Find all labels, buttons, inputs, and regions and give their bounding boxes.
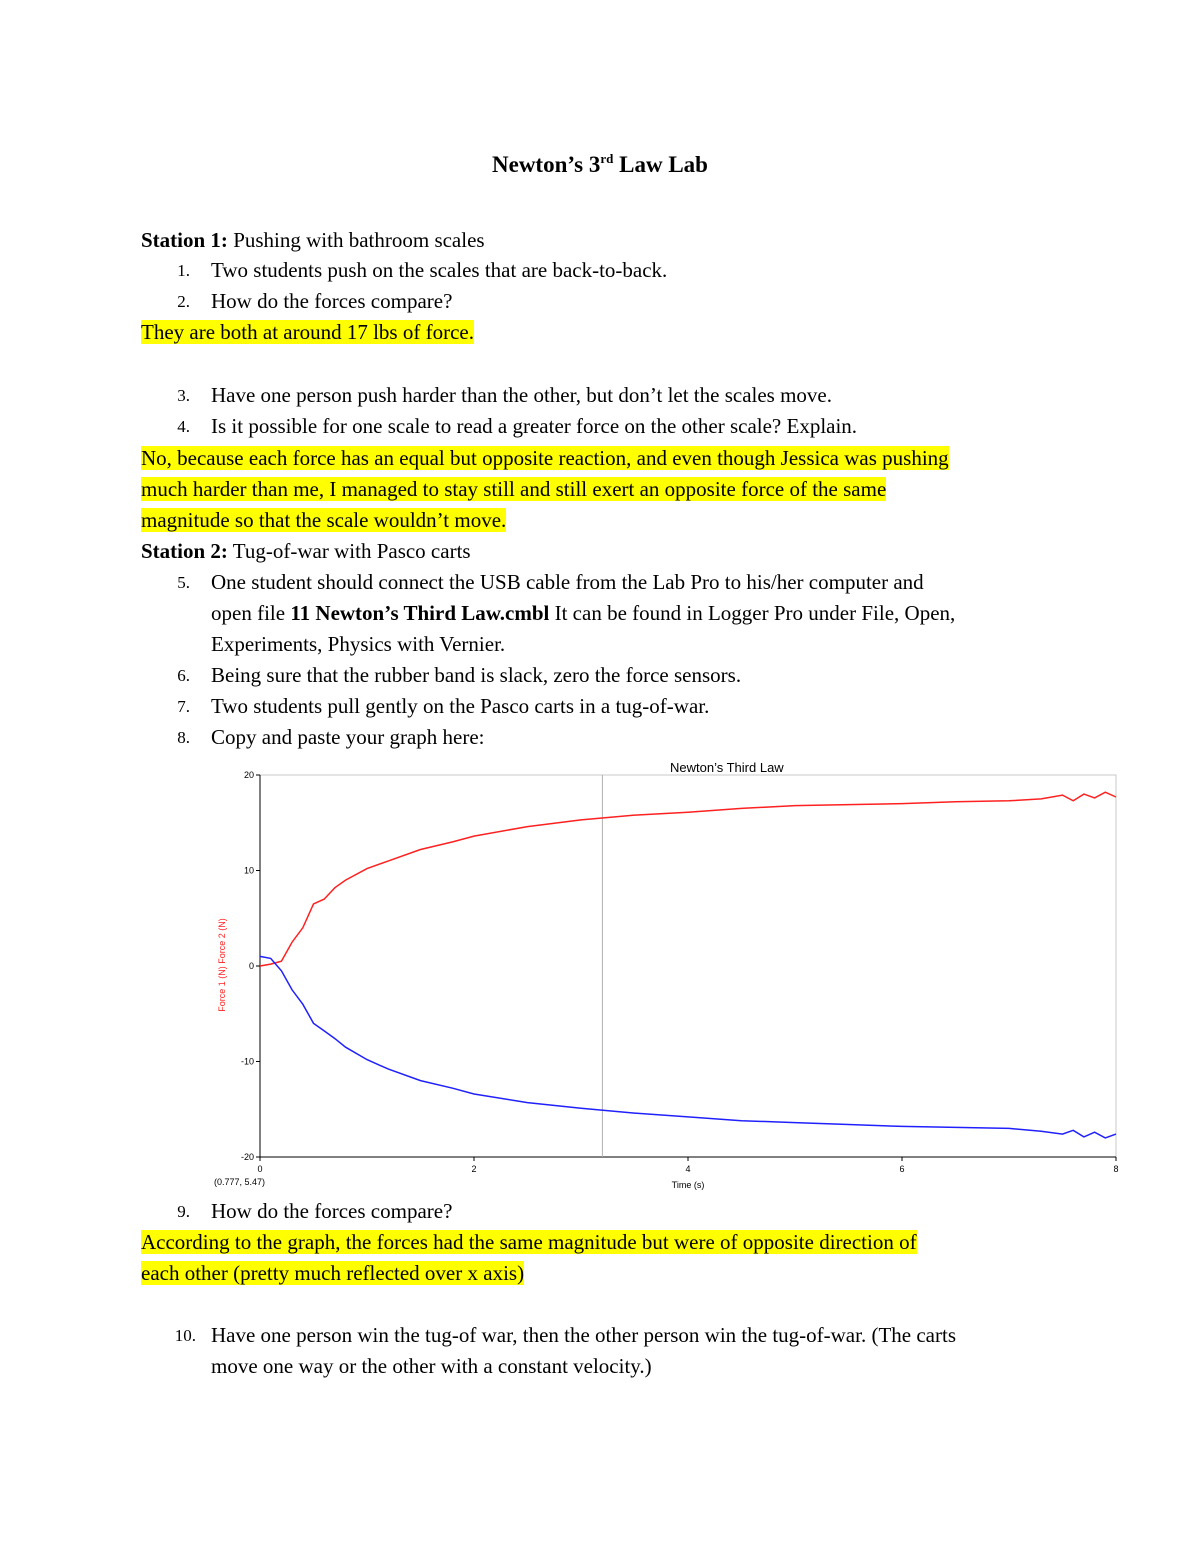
answer-1-text: They are both at around 17 lbs of force. [141, 320, 474, 344]
x-tick-label: 4 [685, 1164, 691, 1174]
answer-2-line [141, 475, 886, 503]
list-item-continued: Experiments, Physics with Vernier. [211, 632, 506, 656]
plot-area [260, 775, 1116, 1157]
x-tick-label: 2 [471, 1164, 477, 1174]
list-item-continued [211, 599, 955, 627]
list-number: 6. [177, 666, 190, 685]
list-item: Have one person push harder than the other, but don’t let the scales move. [211, 383, 833, 407]
answer-2-text: much harder than me, I managed to stay still and still exert an opposite force of the same [141, 477, 887, 501]
station-1-text: Pushing with bathroom scales [227, 228, 485, 252]
y-tick-label: 20 [243, 770, 254, 780]
list-number: 9. [177, 1202, 190, 1221]
list-number: 3. [177, 386, 190, 405]
cursor-readout: (0.777, 5.47) [214, 1177, 266, 1187]
force-graph [200, 755, 1140, 1195]
station-1-heading [141, 226, 485, 254]
answer-3-line [141, 1259, 524, 1287]
x-tick-label: 0 [257, 1164, 263, 1174]
list-item: Two students push on the scales that are back-to-back. [211, 258, 668, 282]
answer-3-text: each other (pretty much reflected over x axis) [141, 1261, 525, 1285]
list-item: One student should connect the USB cable from the Lab Pro to his/her computer and [211, 570, 924, 594]
list-item: How do the forces compare? [211, 1199, 453, 1223]
chart-title: Newton’s Third Law [670, 760, 784, 775]
list-number: 7. [177, 697, 190, 716]
list-item: Is it possible for one scale to read a greater force on the other scale? Explain. [211, 414, 858, 438]
page-title [0, 144, 1200, 180]
list-number: 8. [177, 728, 190, 747]
list-item: How do the forces compare? [211, 289, 453, 313]
list-item: Have one person win the tug-of war, then the other person win the tug-of-war. (The carts [211, 1323, 956, 1347]
answer-2-text: No, because each force has an equal but opposite reaction, and even though Jessica was pushing [141, 446, 949, 470]
y-tick-label: 10 [243, 865, 254, 876]
y-tick-label: -10 [240, 1056, 254, 1067]
x-axis-label: Time (s) [671, 1180, 705, 1190]
list-number: 10. [174, 1326, 196, 1345]
list-number: 1. [177, 261, 190, 280]
answer-3-text: According to the graph, the forces had the same magnitude but were of opposite direction of [141, 1230, 917, 1254]
file-name: 11 Newton’s Third Law.cmbl [290, 601, 550, 625]
x-tick-label: 6 [899, 1164, 905, 1174]
list-item: Two students pull gently on the Pasco carts in a tug-of-war. [211, 694, 710, 718]
y-tick-label: 0 [248, 961, 254, 971]
y-axis-label: Force 1 (N) Force 2 (N) [217, 918, 227, 1012]
answer-2-text: magnitude so that the scale wouldn’t move. [141, 508, 507, 532]
list-number: 2. [177, 292, 190, 311]
station-1-label: Station 1: [141, 228, 228, 252]
list-item: Copy and paste your graph here: [211, 725, 485, 749]
answer-3-line [141, 1228, 917, 1256]
title-superscript: rd [600, 151, 614, 166]
list-number: 4. [177, 417, 190, 436]
answer-2-line [141, 444, 949, 472]
y-tick-label: -20 [240, 1152, 254, 1162]
answer-2-line [141, 506, 506, 534]
text-run: open file [211, 601, 291, 625]
station-2-label: Station 2: [141, 539, 228, 563]
text-run: It can be found in Logger Pro under File, Open, [549, 601, 956, 625]
title-main: Newton’s 3 [492, 152, 601, 177]
answer-1 [141, 318, 474, 346]
list-number: 5. [177, 573, 190, 592]
title-rest: Law Lab [613, 152, 708, 177]
station-2-heading [141, 537, 471, 565]
x-tick-label: 8 [1113, 1164, 1119, 1174]
station-2-text: Tug-of-war with Pasco carts [227, 539, 471, 563]
list-item: Being sure that the rubber band is slack, zero the force sensors. [211, 663, 742, 687]
list-item-continued: move one way or the other with a constant velocity.) [211, 1354, 652, 1378]
